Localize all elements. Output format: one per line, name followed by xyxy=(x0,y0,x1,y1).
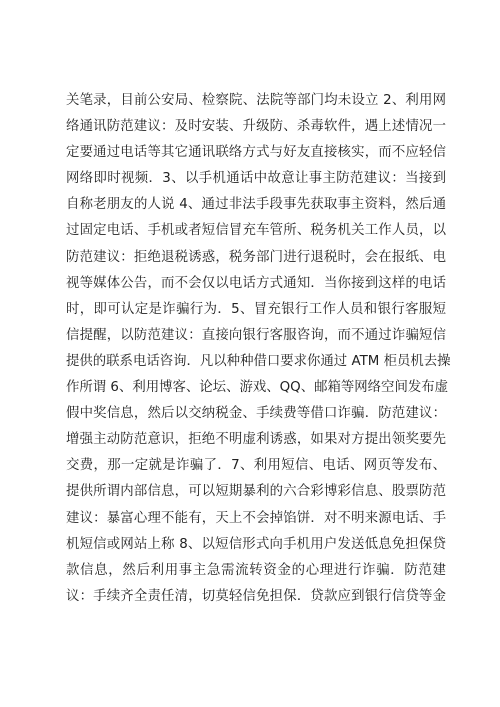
text-line: 视等媒体公告，而不会仅以电话方式通知．当你接到这样的电话 xyxy=(66,275,446,291)
text-line: 建议：暴富心理不能有，天上不会掉馅饼．对不明来源电话、手 xyxy=(66,510,446,526)
text-line: 提供所谓内部信息，可以短期暴利的六合彩博彩信息、股票防范 xyxy=(66,484,446,500)
text-line: 定要通过电话等其它通讯联络方式与好友直接核实，而不应轻信 xyxy=(66,145,446,161)
text-line: 机短信或网站上称 8、以短信形式向手机用户发送低息免担保贷 xyxy=(66,536,446,552)
text-line: 自称老朋友的人说 4、通过非法手段事先获取事主资料，然后通 xyxy=(66,197,446,213)
text-line: 关笔录，目前公安局、检察院、法院等部门均未设立 2、利用网 xyxy=(66,93,446,108)
text-line: 过固定电话、手机或者短信冒充车管所、税务机关工作人员，以 xyxy=(66,223,446,239)
text-line: 时，即可认定是诈骗行为．5、冒充银行工作人员和银行客服短 xyxy=(66,301,446,317)
text-line: 交费，那一定就是诈骗了．7、利用短信、电话、网页等发布、 xyxy=(66,458,446,474)
text-line: 假中奖信息，然后以交纳税金、手续费等借口诈骗．防范建议： xyxy=(66,406,446,422)
text-line: 信提醒，以防范建议：直接向银行客服咨询，而不通过诈骗短信 xyxy=(66,327,446,343)
text-line: 提供的联系电话咨询．凡以种种借口要求你通过 ATM 柜员机去操 xyxy=(66,353,451,369)
text-line: 议：手续齐全责任清，切莫轻信免担保．贷款应到银行信贷等金 xyxy=(66,588,446,604)
text-line: 增强主动防范意识，拒绝不明虚利诱惑，如果对方提出领奖要先 xyxy=(66,432,446,448)
text-line: 网络即时视频．3、以手机通话中故意让事主防范建议：当接到 xyxy=(66,171,446,187)
text-line: 防范建议：拒绝退税诱惑，税务部门进行退税时，会在报纸、电 xyxy=(66,249,446,265)
text-line: 款信息，然后利用事主急需流转资金的心理进行诈骗．防范建 xyxy=(66,562,446,578)
text-line: 作所谓 6、利用博客、论坛、游戏、QQ、邮箱等网络空间发布虚 xyxy=(66,380,449,396)
body-text xyxy=(66,88,451,610)
text-line: 络通讯防范建议：及时安装、升级防、杀毒软件，遇上述情况一 xyxy=(66,119,446,135)
